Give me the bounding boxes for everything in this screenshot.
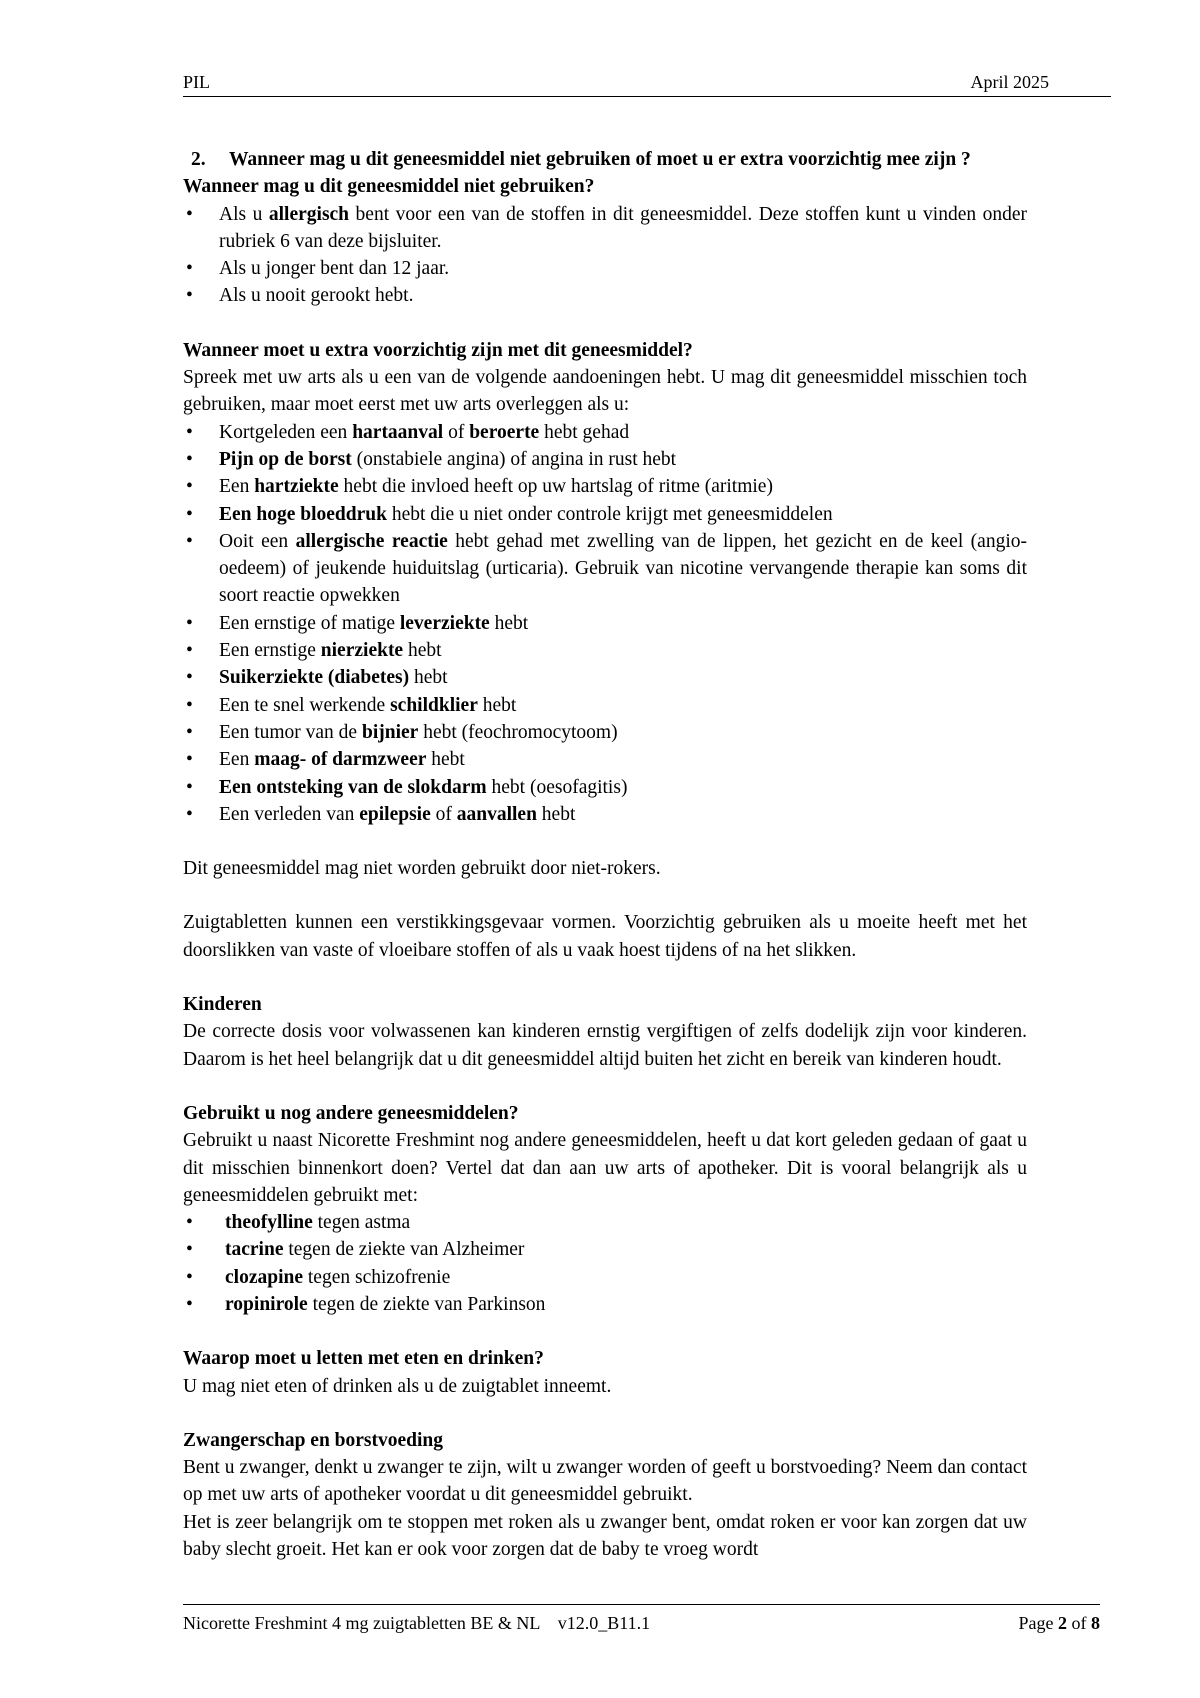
children-text: De correcte dosis voor volwassenen kan kinderen ernstig vergiftigen of zelfs dodelijk zijn voor kinderen. Daarom is het heel belangrijk dat u dit geneesmiddel altijd buiten het zicht en bereik van kinderen houdt. <box>183 1021 1027 1070</box>
bullet-icon: • <box>186 1239 193 1261</box>
document-body <box>183 146 1027 1563</box>
food-text: U mag niet eten of drinken als u de zuigtablet inneemt. <box>183 1375 612 1397</box>
bullet-icon: • <box>186 476 193 498</box>
list-item: • Een te snel werkende schildklier hebt <box>183 692 1027 719</box>
caution-list <box>183 419 1027 828</box>
page-header <box>183 70 1111 97</box>
footer-page-number <box>1019 1613 1101 1634</box>
list-item: • Kortgeleden een hartaanval of beroerte hebt gehad <box>183 419 1027 446</box>
list-item: • Als u allergisch bent voor een van de stoffen in dit geneesmiddel. Deze stoffen kunt u vinden onder rubriek 6 van deze bijsluiter. <box>183 201 1027 256</box>
page-current: 2 <box>1058 1613 1067 1633</box>
bullet-icon: • <box>186 1266 193 1288</box>
page-prefix: Page <box>1018 1613 1058 1633</box>
pregnancy-text-2: Het is zeer belangrijk om te stoppen met roken als u zwanger bent, omdat roken er voor kan zorgen dat uw baby slecht groeit. Het kan er ook voor zorgen dat de baby te vroeg wordt <box>183 1511 1027 1561</box>
footer-doc-id: Nicorette Freshmint 4 mg zuigtabletten BE & NL v12.0_B11.1 <box>183 1613 651 1633</box>
list-item: • theofylline tegen astma <box>183 1209 1027 1236</box>
heading-caution: Wanneer moet u extra voorzichtig zijn met dit geneesmiddel? <box>183 339 693 361</box>
list-item: • Een maag- of darmzweer hebt <box>183 746 1027 773</box>
list-item: • Een verleden van epilepsie of aanvallen hebt <box>183 801 1027 828</box>
list-item: • Als u jonger bent dan 12 jaar. <box>183 255 1027 282</box>
bullet-icon: • <box>186 258 193 280</box>
list-item: • tacrine tegen de ziekte van Alzheimer <box>183 1236 1027 1263</box>
heading-not-use: Wanneer mag u dit geneesmiddel niet gebruiken? <box>183 176 595 198</box>
list-item: • Een ernstige of matige leverziekte hebt <box>183 610 1027 637</box>
list-item: • Ooit een allergische reactie hebt gehad met zwelling van de lippen, het gezicht en de keel (angio-oedeem) of jeukende huiduitslag (urticaria). Gebruik van nicotine vervangende therapie kan soms dit soort reactie opwekken <box>183 528 1027 610</box>
pregnancy-text-1: Bent u zwanger, denkt u zwanger te zijn, wilt u zwanger worden of geeft u borstvoeding? Neem dan contact op met uw arts of apotheker voordat u dit geneesmiddel gebruikt. <box>183 1457 1027 1506</box>
heading-other-meds: Gebruikt u nog andere geneesmiddelen? <box>183 1102 519 1124</box>
other-meds-list <box>183 1209 1027 1318</box>
bullet-icon: • <box>186 640 193 662</box>
bullet-icon: • <box>186 1212 193 1234</box>
bullet-icon: • <box>186 694 193 716</box>
page-total: 8 <box>1091 1613 1100 1633</box>
bullet-icon: • <box>186 749 193 771</box>
heading-children: Kinderen <box>183 994 262 1016</box>
list-item: • Een ontsteking van de slokdarm hebt (oesofagitis) <box>183 774 1027 801</box>
section-title <box>183 146 1027 173</box>
section-number: 2. <box>191 149 206 170</box>
list-item: • Een hoge bloeddruk hebt die u niet onder controle krijgt met geneesmiddelen <box>183 501 1027 528</box>
bullet-icon: • <box>186 448 193 470</box>
bullet-icon: • <box>186 421 193 443</box>
list-item: • Een ernstige nierziekte hebt <box>183 637 1027 664</box>
list-item: • Suikerziekte (diabetes) hebt <box>183 664 1027 691</box>
page-footer <box>183 1604 1100 1633</box>
not-use-list <box>183 201 1027 310</box>
list-item: • Een tumor van de bijnier hebt (feochromocytoom) <box>183 719 1027 746</box>
bullet-icon: • <box>186 503 193 525</box>
list-item: • Als u nooit gerookt hebt. <box>183 282 1027 309</box>
other-meds-text: Gebruikt u naast Nicorette Freshmint nog andere geneesmiddelen, heeft u dat kort geleden gedaan of gaat u dit misschien binnenkort doen? Vertel dat dan aan uw arts of apotheker. Dit is vooral belangrijk als u geneesmiddelen gebruikt met: <box>183 1130 1027 1206</box>
header-date: April 2025 <box>970 72 1049 92</box>
bullet-icon: • <box>186 612 193 634</box>
bullet-icon: • <box>186 285 193 307</box>
bullet-icon: • <box>186 776 193 798</box>
list-item: • clozapine tegen schizofrenie <box>183 1264 1027 1291</box>
bullet-icon: • <box>186 530 193 552</box>
heading-pregnancy: Zwangerschap en borstvoeding <box>183 1429 444 1451</box>
bullet-icon: • <box>186 803 193 825</box>
list-item: • Pijn op de borst (onstabiele angina) of angina in rust hebt <box>183 446 1027 473</box>
bullet-icon: • <box>186 203 193 225</box>
list-item: • ropinirole tegen de ziekte van Parkinson <box>183 1291 1027 1318</box>
caution-intro: Spreek met uw arts als u een van de volgende aandoeningen hebt. U mag dit geneesmiddel misschien toch gebruiken, maar moet eerst met uw arts overleggen als u: <box>183 367 1027 416</box>
bullet-icon: • <box>186 1293 193 1315</box>
section-title-text: Wanneer mag u dit geneesmiddel niet gebruiken of moet u er extra voorzichtig mee zijn ? <box>229 149 971 170</box>
bullet-icon: • <box>186 667 193 689</box>
choking-text: Zuigtabletten kunnen een verstikkingsgevaar vormen. Voorzichtig gebruiken als u moeite heeft met het doorslikken van vaste of vloeibare stoffen of als u vaak hoest tijdens of na het slikken. <box>183 912 1027 961</box>
page-separator: of <box>1067 1613 1091 1633</box>
header-label: PIL <box>183 72 210 92</box>
bullet-icon: • <box>186 721 193 743</box>
list-item: • Een hartziekte hebt die invloed heeft op uw hartslag of ritme (aritmie) <box>183 473 1027 500</box>
heading-food: Waarop moet u letten met eten en drinken? <box>183 1348 544 1370</box>
non-smokers-text: Dit geneesmiddel mag niet worden gebruikt door niet-rokers. <box>183 858 661 880</box>
